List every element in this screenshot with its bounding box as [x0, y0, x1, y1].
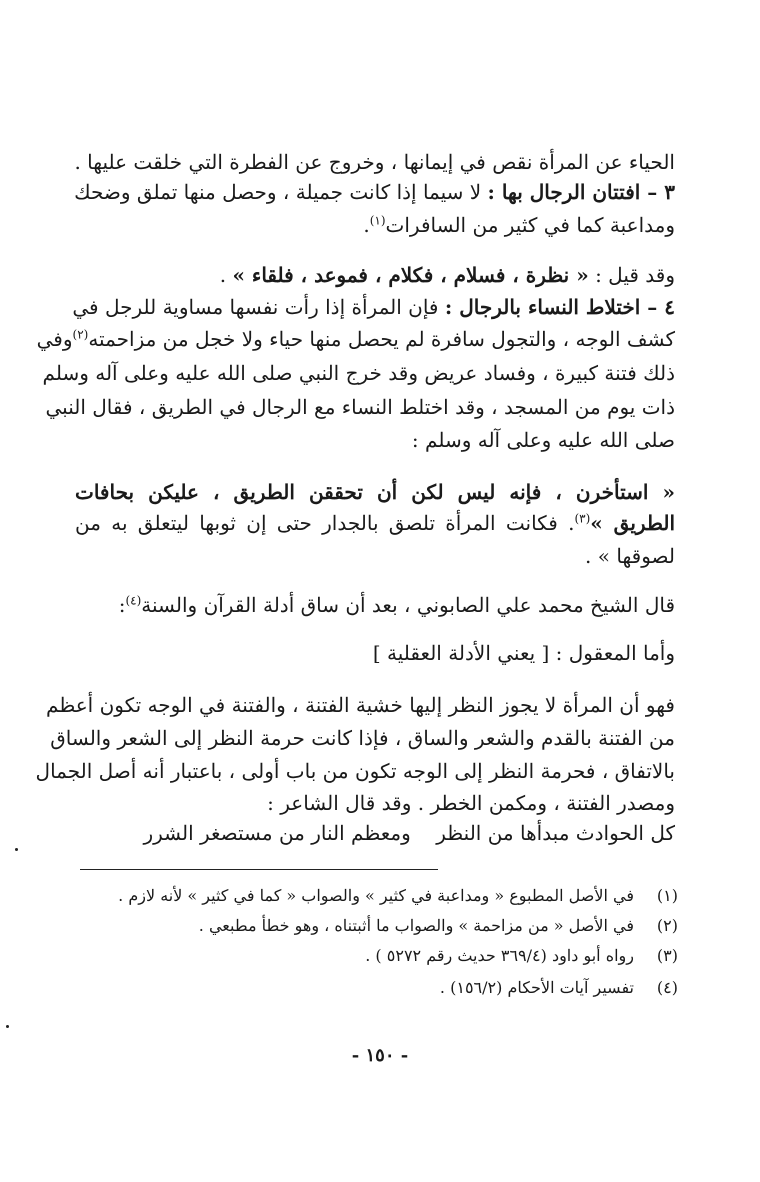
text-line-18: ومصدر الفتنة ، ومكمن الخطر . وقد قال الشاعر :	[267, 791, 675, 815]
footnote-4: (٤)تفسير آيات الأحكام (١٥٦/٢) .	[439, 978, 678, 997]
hadith-end: الطريق »	[590, 511, 675, 535]
poetry-verse: كل الحوادث مبدأها من النظر ومعظم النار من مستصغر الشرر	[143, 821, 675, 845]
point-4-heading: ٤ – اختلاط النساء بالرجال :	[444, 295, 675, 319]
proverb-quote: « نظرة ، فسلام ، فكلام ، فموعد ، فلقاء »	[232, 263, 589, 287]
text-line-13: قال الشيخ محمد علي الصابوني ، بعد أن ساق أدلة القرآن والسنة$^{(٤)}$:	[118, 593, 675, 617]
text-line-9: صلى الله عليه وعلى آله وسلم :	[411, 428, 675, 452]
text-line-11: الطريق »$^{(٣)}$. فكانت المرأة تلصق بالجدار حتى إن ثوبها ليتعلق به من	[75, 511, 675, 535]
footnote-separator	[80, 869, 438, 870]
text-line-15: فهو أن المرأة لا يجوز النظر إليها خشية الفتنة ، والفتنة في الوجه تكون أعظم	[46, 693, 675, 717]
footnote-ref-2: (٢)	[72, 327, 89, 342]
text-line-4: وقد قيل : « نظرة ، فسلام ، فكلام ، فموعد ، فلقاء » .	[219, 263, 675, 287]
text-line-2: ٣ – افتتان الرجال بها : لا سيما إذا كانت جميلة ، وحصل منها تملق وضحك	[74, 180, 675, 204]
scan-speck	[15, 848, 18, 851]
text-line-3: ومداعبة كما في كثير من السافرات$^{(١)}$.	[363, 213, 675, 237]
text-line-7: ذلك فتنة كبيرة ، وفساد عريض وقد خرج النبي صلى الله عليه وعلى آله وسلم	[42, 361, 675, 385]
text-line-14: وأما المعقول : [ يعني الأدلة العقلية ]	[372, 641, 675, 665]
footnote-ref-3: (٣)	[574, 511, 591, 526]
footnote-ref-4: (٤)	[125, 593, 142, 608]
text-line-16: من الفتنة بالقدم والشعر والساق ، فإذا كانت حرمة النظر إلى الشعر والساق	[50, 726, 675, 750]
text-line-17: بالاتفاق ، فحرمة النظر إلى الوجه تكون من باب أولى ، باعتبار أنه أصل الجمال	[35, 759, 675, 783]
footnote-ref-1: (١)	[369, 213, 386, 228]
footnote-3: (٣)رواه أبو داود (٣٦٩/٤ حديث رقم ٥٢٧٢ ) .	[365, 946, 678, 965]
page-number: - ١٥٠ -	[351, 1045, 409, 1066]
hadith-line-1: « استأخرن ، فإنه ليس لكن أن تحققن الطريق ، عليكن بحافات	[75, 480, 675, 504]
footnote-2: (٢)في الأصل « من مزاحمة » والصواب ما أثبتناه ، وهو خطأ مطبعي .	[198, 916, 678, 935]
point-3-heading: ٣ – افتتان الرجال بها :	[487, 180, 675, 204]
footnote-1: (١)في الأصل المطبوع « ومداعبة في كثير » والصواب « كما في كثير » لأنه لازم .	[118, 886, 678, 905]
text-line-8: ذات يوم من المسجد ، وقد اختلط النساء مع الرجال في الطريق ، فقال النبي	[45, 395, 675, 419]
scan-speck	[6, 1025, 9, 1028]
text-line-5: ٤ – اختلاط النساء بالرجال : فإن المرأة إذا رأت نفسها مساوية للرجل في	[72, 295, 675, 319]
text-line-1: الحياء عن المرأة نقص في إيمانها ، وخروج عن الفطرة التي خلقت عليها .	[74, 150, 675, 174]
text-line-12: لصوقها » .	[585, 544, 675, 568]
text-line-6: كشف الوجه ، والتجول سافرة لم يحصل منها حياء ولا خجل من مزاحمته$^{(٢)}$وفي	[36, 327, 675, 351]
